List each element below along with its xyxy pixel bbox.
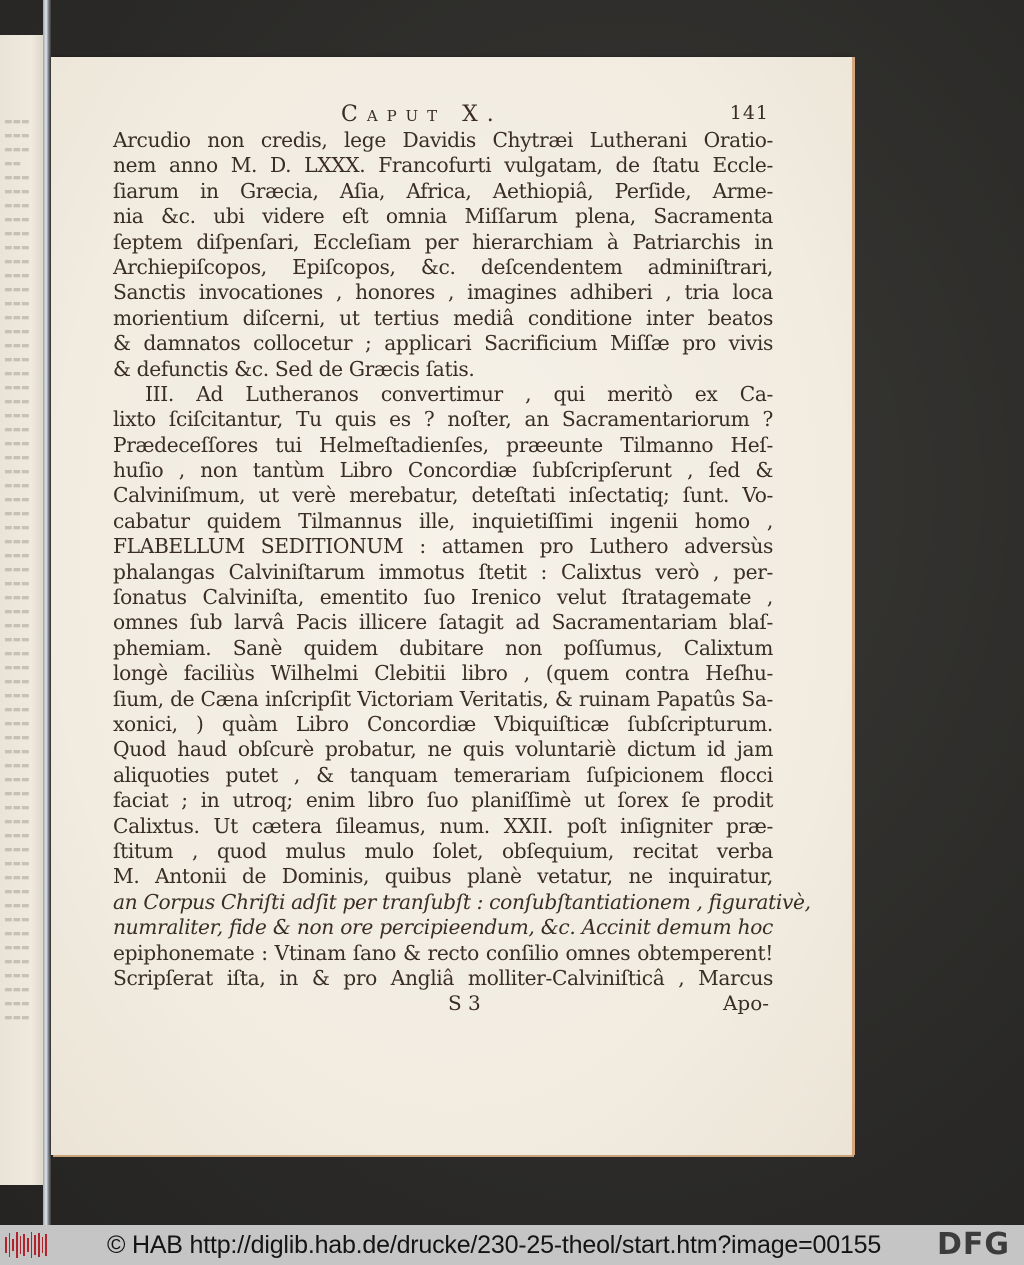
text-line: Archiepiſcopos, Epiſcopos, &c. deſcendentem adminiſtrari, (113, 254, 773, 279)
attribution-bar (0, 1225, 1024, 1265)
text-line: & damnatos collocetur ; applicari Sacrificium Miſſæ pro vivis (113, 331, 773, 356)
text-line: ſonatus Calviniſta, ementito ſuo Irenico velut ſtratagemate , (113, 585, 773, 610)
text-line: nem anno M. D. LXXX. Francofurti vulgatam, de ſtatu Eccle- (113, 153, 773, 178)
text-line: nia &c. ubi videre eſt omnia Miſſarum plena, Sacramenta (113, 204, 773, 229)
text-line: Calixtus. Ut cætera ſileamus, num. XXII. poſt inſigniter præ- (113, 813, 773, 838)
text-line: M. Antonii de Dominis, quibus planè vetatur, ne inquiratur, (113, 864, 773, 889)
text-line: aliquoties putet , & tanquam temerariam ſuſpicionem flocci (113, 762, 773, 787)
text-line: ſiarum in Græcia, Aſia, Africa, Aethiopiâ, Perſide, Arme- (113, 178, 773, 203)
text-line: cabatur quidem Tilmannus ille, inquietiſſimi ingenii homo , (113, 508, 773, 533)
text-line: epiphonemate : Vtinam ſano & recto conſilio omnes obtemperent! (113, 940, 773, 965)
section-start-line: III. Ad Lutheranos convertimur , qui meritò ex Ca- (145, 381, 773, 406)
page-text-block (113, 102, 811, 1017)
text-line: & defunctis &c. Sed de Græcis ſatis. (113, 356, 475, 381)
text-line: omnes ſub larvâ Pacis illicere ſatagit ad Sacramentariam blaſ- (113, 610, 773, 635)
text-line: faciat ; in utroq; enim libro ſuo planiſſimè ut ſorex ſe prodit (113, 788, 773, 813)
text-line: ſeptem diſpenſari, Eccleſiam per hierarchiam à Patriarchis in (113, 229, 773, 254)
facing-page-bleed-text: ▬▬▬ ▬▬▬ ▬▬▬ ▬▬ ▬▬▬ ▬▬▬ ▬▬▬ ▬▬▬ ▬▬▬ ▬▬▬ ▬▬▬ ▬▬▬ ▬▬▬ ▬▬▬ ▬▬▬ ▬▬▬ ▬▬▬ ▬▬▬ ▬▬▬ ▬▬▬ ▬▬▬ ▬▬▬ ▬▬▬ ▬▬▬ ▬▬▬ ▬▬▬ ▬▬▬ ▬▬▬ ▬▬▬ ▬▬▬ ▬▬▬ ▬▬▬ ▬▬▬ ▬▬▬ ▬▬▬ ▬▬▬ ▬▬▬ ▬▬▬ ▬▬▬ ▬▬▬ ▬▬▬ ▬▬▬ ▬▬▬ ▬▬▬ ▬▬▬ ▬▬▬ ▬▬▬ ▬▬▬ ▬▬▬ ▬▬▬ ▬▬▬ ▬▬▬ ▬▬▬ ▬▬▬ ▬▬▬ ▬▬▬ ▬▬▬ ▬▬▬ ▬▬▬ ▬▬▬ ▬▬▬ ▬▬▬ ▬▬▬ ▬▬▬ ▬▬▬ (4, 117, 30, 1023)
dfg-logo: DFG (936, 1227, 1010, 1262)
chapter-title: Caput X. (341, 102, 503, 127)
text-line: phalangas Calviniſtarum immotus ſtetit : Calixtus verò , per- (113, 559, 773, 584)
page-edge (852, 57, 855, 1155)
text-line: xonici, ) quàm Libro Concordiæ Vbiquiſticæ ſubſcripturum. (113, 711, 773, 736)
book-page (51, 57, 852, 1155)
book-binding-gutter (43, 0, 51, 1225)
text-line: lixto ſciſcitantur, Tu quis es ? noſter, an Sacramentariorum ? (113, 407, 773, 432)
catchword: Apo- (722, 991, 769, 1016)
hab-barcode-logo-icon (5, 1231, 47, 1259)
signature-mark: S 3 (448, 991, 481, 1016)
page-number: 141 (729, 102, 769, 124)
page-footer-line (113, 991, 773, 1017)
running-head (113, 102, 773, 128)
text-line: ſium, de Cæna inſcripſit Victoriam Veritatis, & ruinam Papatûs Sa- (113, 686, 773, 711)
text-line: phemiam. Sanè quidem dubitare non poſſumus, Calixtum (113, 635, 773, 660)
text-line-italic: numraliter, fide & non ore percipieendum, &c. Accinit demum hoc (113, 915, 773, 940)
text-line: huſio , non tantùm Libro Concordiæ ſubſcripſerunt , ſed & (113, 458, 773, 483)
text-line: Arcudio non credis, lege Davidis Chytræi Lutherani Oratio- (113, 128, 773, 152)
facing-page-edge (0, 35, 45, 1185)
text-line-italic: an Corpus Chriſti adſit per tranſubſt : conſubſtantiationem , figurativè, (113, 889, 811, 914)
source-url-credit[interactable]: © HAB http://diglib.hab.de/drucke/230-25-theol/start.htm?image=00155 (107, 1231, 882, 1259)
text-line: Prædeceſſores tui Helmeſtadienſes, præeunte Tilmanno Heſ- (113, 432, 773, 457)
text-line: Scripſerat iſta, in & pro Angliâ molliter-Calviniſticâ , Marcus (113, 965, 773, 990)
text-line: morientium diſcerni, ut tertius mediâ conditione inter beatos (113, 305, 773, 330)
text-line: longè faciliùs Wilhelmi Clebitii libro , (quem contra Heſhu- (113, 661, 773, 686)
text-line: Sanctis invocationes , honores , imagines adhiberi , tria loca (113, 280, 773, 305)
text-line: ſtitum , quod mulus mulo ſolet, obſequium, recitat verba (113, 838, 773, 863)
text-line: Calviniſmum, ut verè merebatur, deteſtati inſectatiq; ſunt. Vo- (113, 483, 773, 508)
text-line-smallcaps: FLABELLUM SEDITIONUM : attamen pro Luthero adversùs (113, 534, 773, 559)
text-line: Quod haud obſcurè probatur, ne quis voluntariè dictum id jam (113, 737, 773, 762)
